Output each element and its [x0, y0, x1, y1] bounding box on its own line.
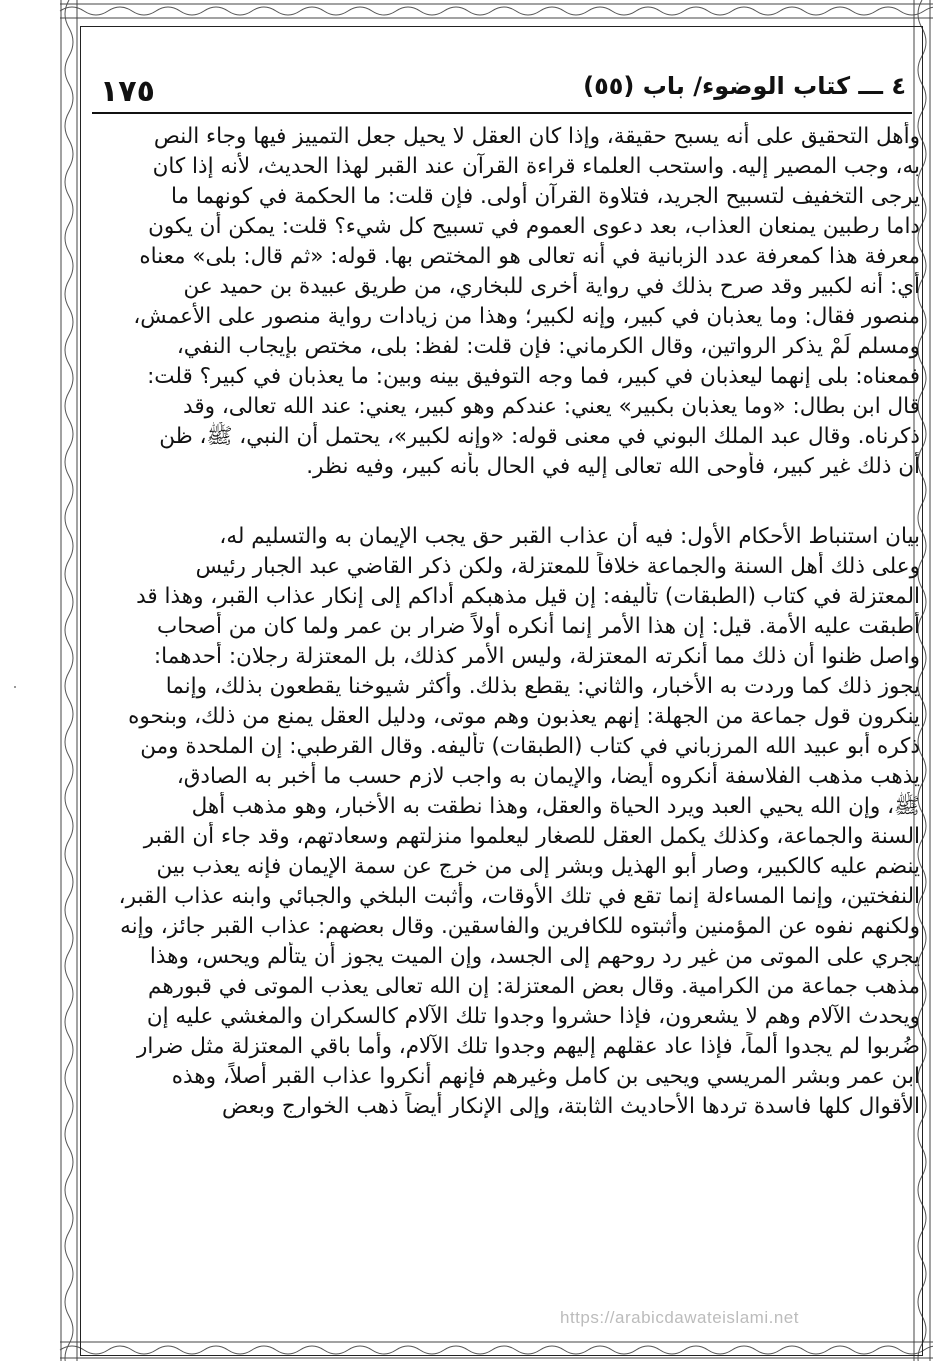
body-line: ينكرون قول جماعة من الجهلة: إنهم يعذبون وهم موتى، ودليل العقل يمنع من ذلك، وبنحوه: [128, 704, 920, 729]
body-line: أي: أنه لكبير وقد صرح بذلك في رواية أخرى للبخاري، من طريق عبيدة بن حميد عن: [183, 274, 920, 299]
header-rule: [92, 112, 912, 114]
body-line: ومسلم لَمْ يذكر الرواتين، وقال الكرماني: فإن قلت: لفظ: بلى، مختص بإيجاب النفي،: [176, 334, 920, 359]
body-line: داما رطبين يمنعان العذاب، بعد دعوى العموم في تسبيح كل شيء؟ قلت: يمكن أن يكون: [148, 214, 920, 239]
body-line: مذهب جماعة من الكرامية. وقال بعض المعتزلة: إن الله تعالى يعذب الموتى في قبورهم: [148, 974, 920, 999]
body-line: بيان استنباط الأحكام الأول: فيه أن عذاب القبر حق يجب الإيمان به والتسليم له،: [219, 524, 920, 549]
watermark-url: https://arabicdawateislami.net: [560, 1308, 799, 1327]
body-line: يذهب مذهب الفلاسفة أنكروه أيضا، والإيمان به واجب لازم حسب ما أخبر به الصادق،: [176, 764, 920, 789]
page-number: ١٧٥: [100, 74, 155, 109]
body-line: ويحدث الآلام وهم لا يشعرون، فإذا حشروا وجدوا تلك الآلام كالسكران والمغشي عليه إن: [146, 1004, 920, 1029]
body-line: يجري على الموتى من غير رد روحهم إلى الجسد، وإن الميت يجوز أن يتألم ويحس، وهذا: [149, 944, 920, 969]
page-header: [92, 70, 912, 109]
body-line: ينضم عليه كالكبير، وصار أبو الهذيل وبشر إلى من خرج عن سمة الإيمان فإنه يعذب بين: [156, 854, 920, 879]
body-line: وعلى ذلك أهل السنة والجماعة خلافاً للمعتزلة، ولكن ذكر القاضي عبد الجبار رئيس: [195, 554, 920, 579]
body-line: يجوز ذلك كما وردت به الأخبار، والثاني: يقطع بذلك. وأكثر شيوخنا يقطعون بذلك، وإنما: [165, 674, 920, 699]
body-line: ذكرناه. وقال عبد الملك البوني في معنى قوله: «وإنه لكبير»، يحتمل أن النبي، ﷺ، ظن: [159, 424, 920, 449]
page-body: [112, 122, 920, 1122]
body-line: النفختين، وإنما المساءلة إنما تقع في تلك الأوقات، وأثبت البلخي والجبائي وابنه عذاب القبر،: [118, 884, 920, 909]
body-line: ذكره أبو عبيد الله المرزباني في كتاب (الطبقات) تأليفه. وقال القرطبي: إن الملحدة ومن: [140, 734, 920, 759]
body-line: أن ذلك غير كبير، فأوحى الله تعالى إليه في الحال بأنه كبير، وفيه نظر.: [306, 454, 920, 479]
body-line: معرفة هذا كمعرفة عدد الزبانية في أنه تعالى هو المختص بها. قوله: «ثم قال: بلى» معناه: [139, 244, 920, 269]
body-line: قال ابن بطال: «وما يعذبان بكبير» يعني: عندكم وهو كبير، يعني: عند الله تعالى، وقد: [183, 394, 920, 419]
body-line: واصل ظنوا أن ذلك مما أنكرته المعتزلة، وليس الأمر كذلك، بل المعتزلة رجلان: أحدهما:: [153, 644, 920, 669]
body-line: الأقوال كلها فاسدة تردها الأحاديث الثابتة، وإلى الإنكار أيضاً ذهب الخوارج وبعض: [221, 1094, 920, 1119]
body-line: ابن عمر وبشر المريسي ويحيى بن كامل وغيرهم فإنهم أنكروا عذاب القبر أصلاً، وهذه: [171, 1064, 920, 1089]
decorative-border-left: [58, 0, 80, 1361]
body-line: ولكنهم نفوه عن المؤمنين وأثبتوه للكافرين والفاسقين. وقال بعضهم: عذاب القبر جائز، وإنه: [120, 914, 920, 939]
body-line: منصور فقال: وما يعذبان في كبير، وإنه لكبير؛ وهذا من زيادات رواية منصور على الأعمش،: [133, 304, 920, 329]
body-line: يرجى التخفيف لتسبيح الجريد، فتلاوة القرآن أولى. فإن قلت: ما الحكمة في كونهما ما: [170, 184, 920, 209]
decorative-border-top: [0, 0, 933, 22]
body-line: فمعناه: بلى إنهما ليعذبان في كبير، فما وجه التوفيق بينه وبين: ما يعذبان في كبير؟ قلت:: [147, 364, 920, 389]
body-line: به، وجب المصير إليه. واستحب العلماء قراءة القرآن عند القبر لهذا الحديث، لأنه إذا كان: [152, 154, 920, 179]
body-line: وأهل التحقيق على أنه يسبح حقيقة، وإذا كان العقل لا يحيل جعل التمييز فيها وجاء النص: [153, 124, 920, 149]
body-line: السنة والجماعة، وكذلك يكمل العقل للصغار ليعلموا منزلتهم وسعادتهم، وقد جاء أن القبر: [143, 824, 920, 849]
body-line: المعتزلة في كتاب (الطبقات) تأليفه: إن قيل مذهبكم أداكم إلى إنكار عذاب القبر، وهذا قد: [136, 584, 920, 609]
body-line: أطبقت عليه الأمة. قيل: إن هذا الأمر إنما أنكره أولاً ضرار بن عمر ولما كان من أصحاب: [157, 614, 920, 639]
body-line: ضُربوا لم يجدوا ألماً، فإذا عاد عقلهم إليهم وجدوا تلك الآلام، وأما باقي المعتزلة مثل ضرار: [136, 1034, 920, 1059]
paragraph-gap: [112, 482, 920, 522]
body-line: ﷺ، وإن الله يحيي العبد ويرد الحياة والعقل، وهذا نطقت به الأخبار، وهو مذهب أهل: [191, 794, 920, 819]
scan-speck: [14, 686, 16, 688]
running-title: ٤ ـــ كتاب الوضوء/ باب (٥٥): [583, 72, 906, 100]
